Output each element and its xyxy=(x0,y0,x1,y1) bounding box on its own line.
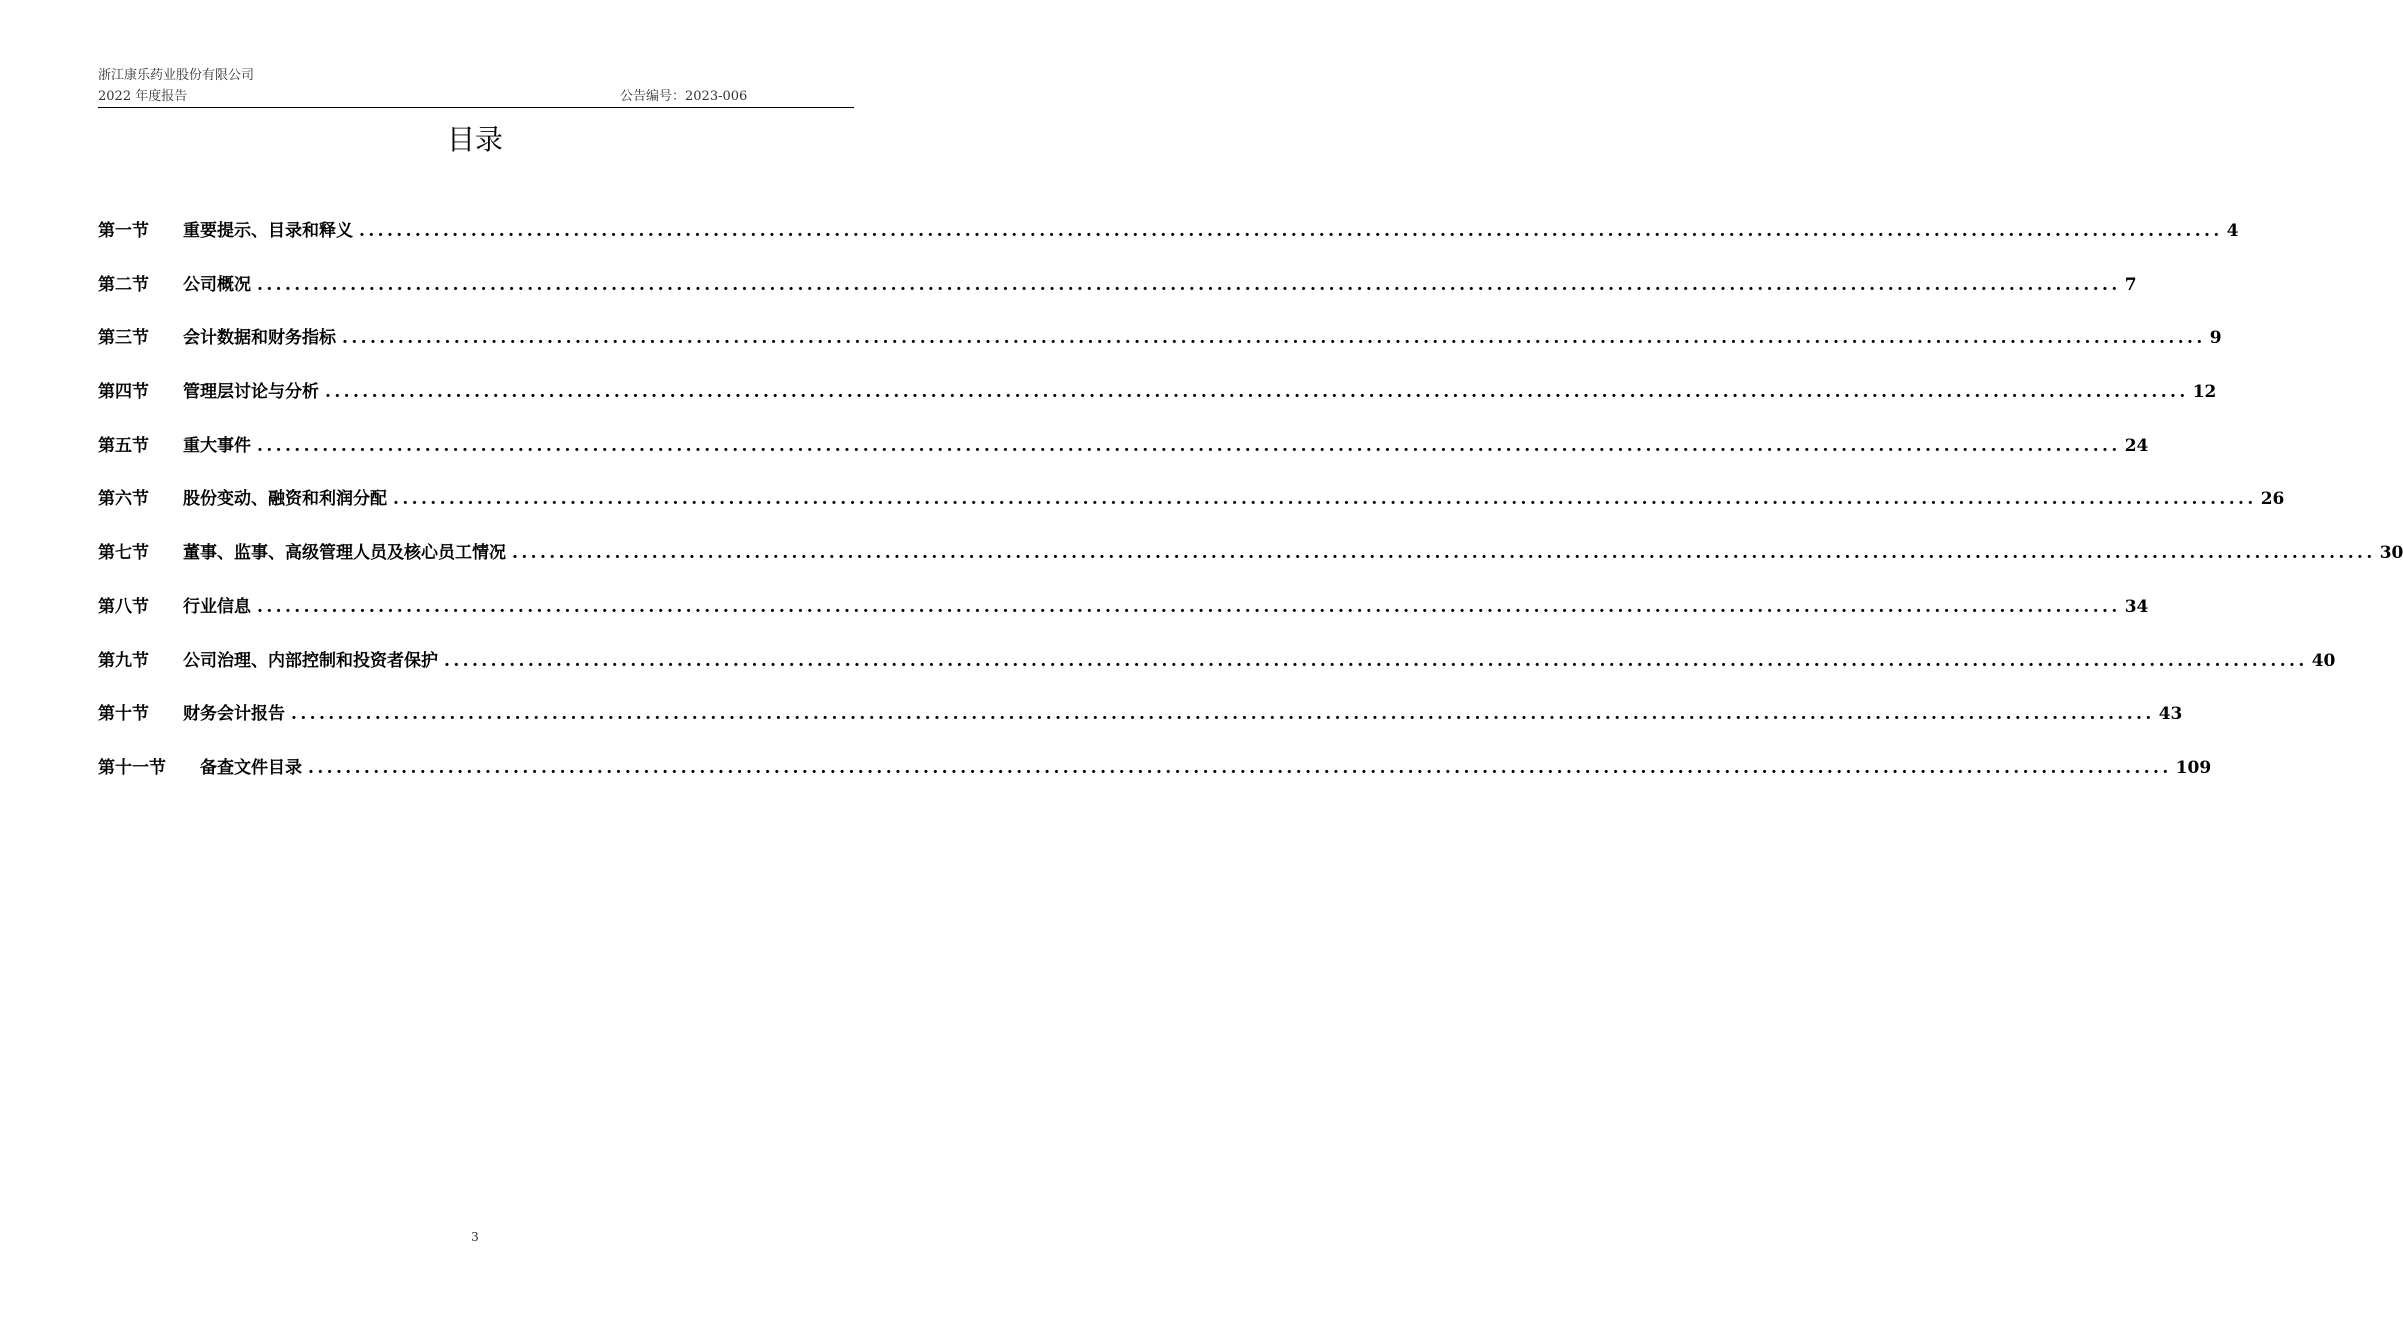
toc-section-number: 第十一节 xyxy=(98,757,166,778)
toc-section-number: 第二节 xyxy=(98,274,149,295)
toc-entry[interactable] xyxy=(98,646,2336,700)
toc-section-title: 董事、监事、高级管理人员及核心员工情况 xyxy=(183,543,506,564)
toc-page-number: 40 xyxy=(2311,650,2336,671)
toc-entry[interactable] xyxy=(98,216,2239,270)
toc-section-title: 备查文件目录 xyxy=(200,757,302,778)
toc-leader-dots: ........................................................................................................................................................................................................ xyxy=(393,489,2257,510)
toc-leader-dots: ........................................................................................................................................................................................................ xyxy=(444,650,2308,671)
toc-page-number: 34 xyxy=(2124,596,2149,617)
report-name: 2022 年度报告 xyxy=(98,89,188,104)
toc-leader-dots: ........................................................................................................................................................................................................ xyxy=(291,704,2155,725)
company-name: 浙江康乐药业股份有限公司 xyxy=(98,68,255,83)
toc-page-number: 4 xyxy=(2226,221,2239,241)
table-of-contents xyxy=(98,216,2403,807)
toc-section-number: 第五节 xyxy=(98,435,149,456)
toc-page-number: 109 xyxy=(2175,757,2212,778)
toc-page-number: 9 xyxy=(2209,328,2222,349)
toc-page-number: 30 xyxy=(2379,543,2403,564)
toc-section-number: 第三节 xyxy=(98,328,149,349)
toc-section-number: 第八节 xyxy=(98,596,149,617)
toc-title: 目录 xyxy=(446,123,503,156)
toc-section-title: 重要提示、目录和释义 xyxy=(183,221,353,241)
page-number: 3 xyxy=(471,1230,479,1244)
toc-section-number: 第十节 xyxy=(98,704,149,725)
toc-leader-dots: ........................................................................................................................................................................................................ xyxy=(342,328,2206,349)
toc-entry[interactable] xyxy=(98,538,2403,592)
toc-entry[interactable] xyxy=(98,484,2285,538)
toc-entry[interactable] xyxy=(98,592,2149,646)
toc-entry[interactable] xyxy=(98,699,2183,753)
toc-section-number: 第九节 xyxy=(98,650,149,671)
toc-page-number: 43 xyxy=(2158,704,2183,725)
toc-entry[interactable] xyxy=(98,323,2222,377)
toc-section-title: 会计数据和财务指标 xyxy=(183,328,336,349)
toc-leader-dots: ........................................................................................................................................................................................................ xyxy=(308,757,2172,778)
toc-leader-dots: ........................................................................................................................................................................................................ xyxy=(257,596,2121,617)
toc-page-number: 24 xyxy=(2124,435,2149,456)
toc-section-number: 第一节 xyxy=(98,221,149,241)
toc-section-title: 股份变动、融资和利润分配 xyxy=(183,489,387,510)
toc-entry[interactable] xyxy=(98,753,2212,807)
toc-section-title: 行业信息 xyxy=(183,596,251,617)
toc-page-number: 7 xyxy=(2124,274,2137,295)
toc-leader-dots: ........................................................................................................................................................................................................ xyxy=(257,435,2121,456)
toc-section-number: 第四节 xyxy=(98,382,149,403)
toc-page-number: 12 xyxy=(2192,382,2217,403)
announcement-number: 公告编号：2023-006 xyxy=(620,89,748,104)
toc-leader-dots: ........................................................................................................................................................................................................ xyxy=(359,221,2223,241)
toc-section-number: 第七节 xyxy=(98,543,149,564)
toc-section-title: 重大事件 xyxy=(183,435,251,456)
toc-section-title: 公司概况 xyxy=(183,274,251,295)
toc-leader-dots: ........................................................................................................................................................................................................ xyxy=(512,543,2376,564)
toc-entry[interactable] xyxy=(98,377,2217,431)
toc-section-title: 财务会计报告 xyxy=(183,704,285,725)
toc-section-title: 公司治理、内部控制和投资者保护 xyxy=(183,650,438,671)
toc-entry[interactable] xyxy=(98,431,2149,485)
toc-section-number: 第六节 xyxy=(98,489,149,510)
page-header xyxy=(98,66,854,108)
toc-leader-dots: ........................................................................................................................................................................................................ xyxy=(325,382,2189,403)
toc-leader-dots: ........................................................................................................................................................................................................ xyxy=(257,274,2121,295)
toc-page-number: 26 xyxy=(2260,489,2285,510)
toc-entry[interactable] xyxy=(98,270,2137,324)
toc-section-title: 管理层讨论与分析 xyxy=(183,382,319,403)
